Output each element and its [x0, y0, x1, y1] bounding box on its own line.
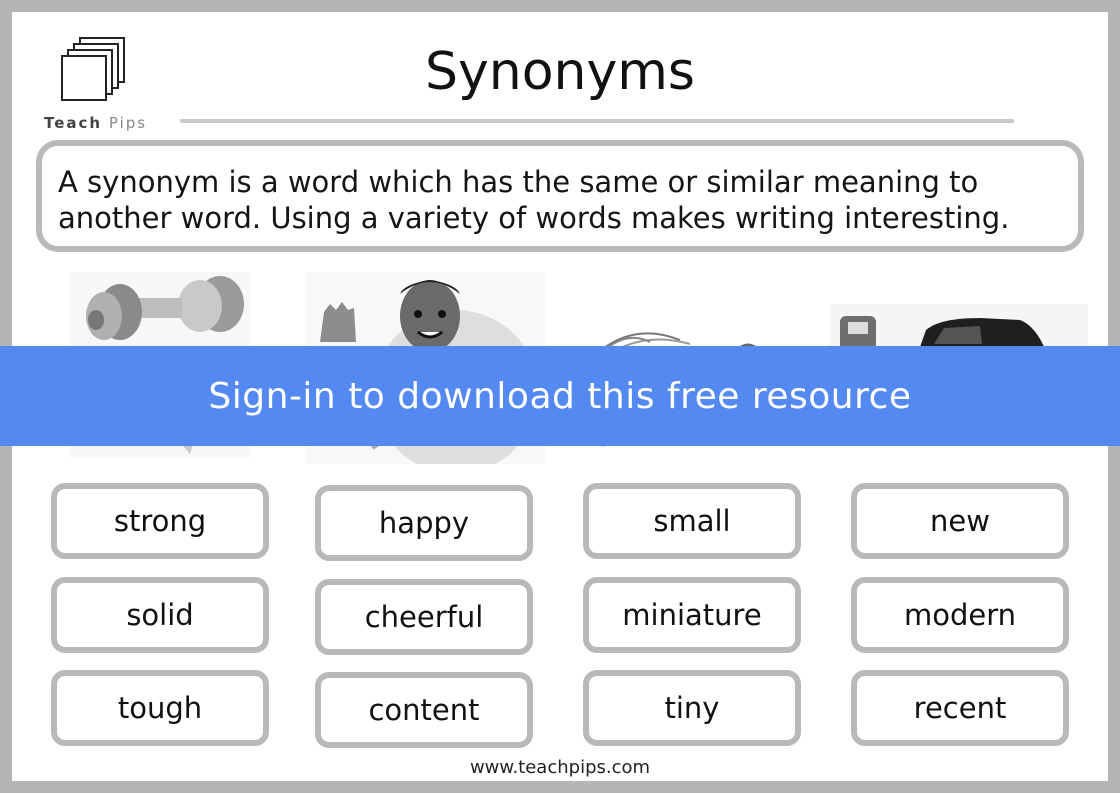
word-card-recent: recent	[851, 670, 1069, 746]
definition-box: A synonym is a word which has the same or similar meaning to another word. Using a variety of words makes writing interesting.	[36, 140, 1084, 252]
word-card-happy: happy	[315, 485, 533, 561]
word-card-content: content	[315, 672, 533, 748]
footer-url: www.teachpips.com	[469, 757, 651, 778]
word-card-tiny: tiny	[583, 670, 801, 746]
word-card-cheerful: cheerful	[315, 579, 533, 655]
stacked-squares-icon	[60, 36, 130, 106]
word-card-tough: tough	[51, 670, 269, 746]
page-title: Synonyms	[424, 42, 696, 102]
logo-wordmark	[44, 114, 147, 132]
word-card-miniature: miniature	[583, 577, 801, 653]
word-card-solid: solid	[51, 577, 269, 653]
sign-in-download-banner[interactable]: Sign-in to download this free resource	[0, 346, 1120, 446]
word-card-strong: strong	[51, 483, 269, 559]
logo-word-teach: Teach	[44, 114, 103, 132]
title-divider	[180, 119, 1014, 123]
word-card-new: new	[851, 483, 1069, 559]
word-card-small: small	[583, 483, 801, 559]
logo-word-pips: Pips	[108, 114, 148, 132]
teachpips-logo	[44, 36, 164, 136]
word-card-modern: modern	[851, 577, 1069, 653]
